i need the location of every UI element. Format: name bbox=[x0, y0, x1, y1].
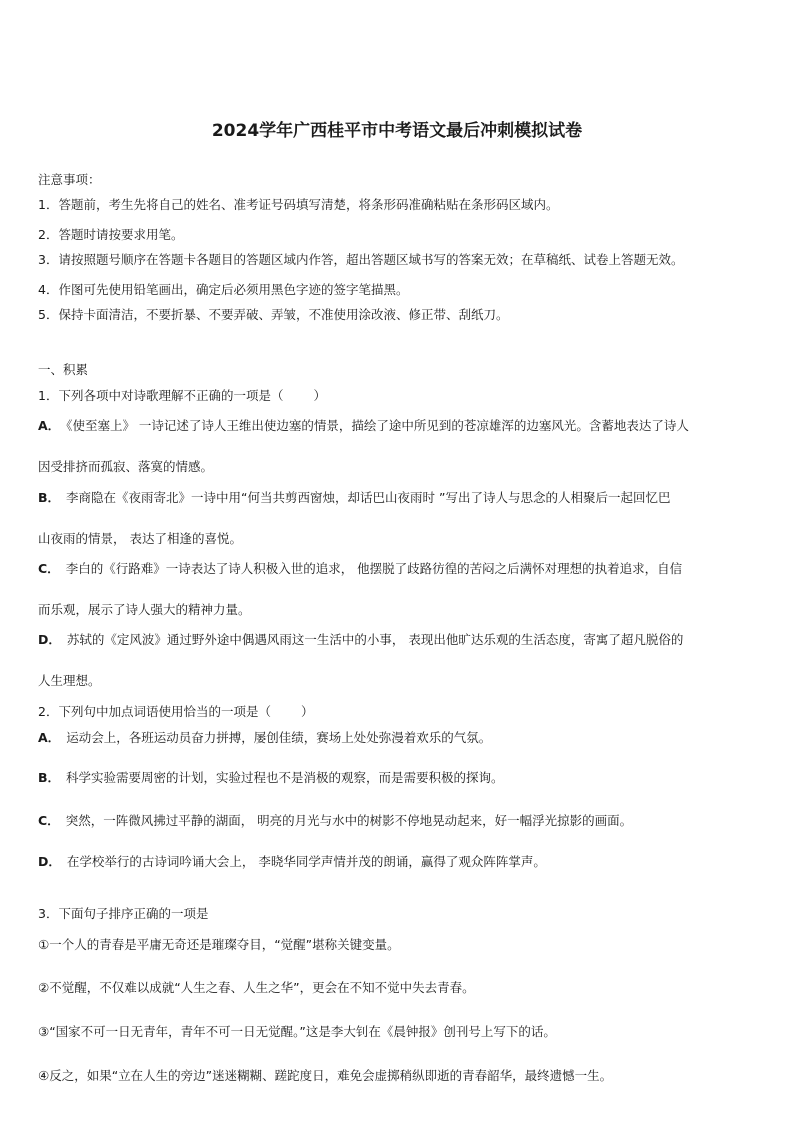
notice-item: 5．保持卡面清洁，不要折暴、不要弄破、弄皱，不准使用涂改液、修正带、刮纸刀。 bbox=[38, 307, 509, 322]
notice-item: 1．答题前，考生先将自己的姓名、准考证号码填写清楚，将条形码准确粘贴在条形码区域内。 bbox=[38, 197, 559, 212]
question-stem bbox=[38, 386, 326, 404]
option-label: A． bbox=[38, 730, 61, 745]
option-continuation: 因受排挤而孤寂、落寞的情感。 bbox=[38, 459, 214, 474]
option-line bbox=[38, 416, 689, 434]
option-label: C． bbox=[38, 561, 60, 576]
option-text: 运动会上，各班运动员奋力拼搏，屡创佳绩，赛场上处处弥漫着欢乐的气氛。 bbox=[66, 730, 492, 745]
page-title: 2024学年广西桂平市中考语文最后冲刺模拟试卷 bbox=[211, 121, 583, 141]
option-label: B． bbox=[38, 490, 61, 505]
sentence-item: ①一个人的青春是平庸无奇还是璀璨夺目，“觉醒”堪称关键变量。 bbox=[38, 937, 400, 952]
option-line bbox=[38, 488, 670, 506]
sentence-item: ④反之，如果“立在人生的旁边”迷迷糊糊、蹉跎度日，难免会虚掷稍纵即逝的青春韶华，最终遗憾一生。 bbox=[38, 1068, 613, 1083]
option-label: B． bbox=[38, 770, 61, 785]
question-stem: 3．下面句子排序正确的一项是 bbox=[38, 906, 209, 921]
option-text: 突然，一阵微风拂过平静的湖面， 明亮的月光与水中的树影不停地晃动起来，好一幅浮光掠影的画面。 bbox=[65, 813, 633, 828]
option-continuation: 人生理想。 bbox=[38, 673, 101, 688]
option-continuation: 山夜雨的情景， 表达了相逢的喜悦。 bbox=[38, 531, 242, 546]
notice-item: 4．作图可先使用铅笔画出，确定后必须用黑色字迹的签字笔描黑。 bbox=[38, 282, 409, 297]
option-line bbox=[38, 852, 546, 870]
option-label: C． bbox=[38, 813, 60, 828]
option-continuation: 而乐观，展示了诗人强大的精神力量。 bbox=[38, 602, 251, 617]
notice-item: 3．请按照题号顺序在答题卡各题目的答题区域内作答，超出答题区域书写的答案无效；在草稿纸、试卷上答题无效。 bbox=[38, 252, 684, 267]
option-line bbox=[38, 728, 491, 746]
sentence-item: ③“国家不可一日无青年，青年不可一日无觉醒。”这是李大钊在《晨钟报》创刊号上写下的话。 bbox=[38, 1024, 556, 1039]
question-stem bbox=[38, 702, 313, 720]
notice-item: 2．答题时请按要求用笔。 bbox=[38, 227, 184, 242]
option-line bbox=[38, 630, 683, 648]
option-text: 李商隐在《夜雨寄北》一诗中用“何当共剪西窗烛，却话巴山夜雨时 ”写出了诗人与思念的人相聚后一起回忆巴 bbox=[66, 490, 671, 505]
option-line bbox=[38, 768, 504, 786]
sentence-item: ②不觉醒，不仅难以成就“人生之春、人生之华”，更会在不知不觉中失去青春。 bbox=[38, 980, 475, 995]
option-label: A． bbox=[38, 418, 61, 433]
section-heading: 一、积累 bbox=[38, 362, 89, 377]
option-text: 科学实验需要周密的计划，实验过程也不是消极的观察，而是需要积极的探询。 bbox=[66, 770, 504, 785]
question-stem-end: ） bbox=[313, 388, 326, 403]
question-stem-text: 1．下列各项中对诗歌理解不正确的一项是（ bbox=[38, 388, 284, 403]
option-text: 李白的《行路难》一诗表达了诗人积极入世的追求， 他摆脱了歧路彷徨的苦闷之后满怀对理想的执着追求，自信 bbox=[65, 561, 683, 576]
notice-heading: 注意事项： bbox=[38, 172, 101, 187]
question-stem-text: 2．下列句中加点词语使用恰当的一项是（ bbox=[38, 704, 271, 719]
option-line bbox=[38, 811, 632, 829]
option-label: D． bbox=[38, 632, 61, 647]
option-text: 苏轼的《定风波》通过野外途中偶遇风雨这一生活中的小事， 表现出他旷达乐观的生活态度，寄寓了超凡脱俗的 bbox=[66, 632, 684, 647]
question-stem-end: ） bbox=[300, 704, 314, 719]
option-label: D． bbox=[38, 854, 61, 869]
option-text: 《使至塞上》 一诗记述了诗人王维出使边塞的情景，描绘了途中所见到的苍凉雄浑的边塞风光。含蓄地表达了诗人 bbox=[66, 418, 689, 433]
option-line bbox=[38, 559, 682, 577]
option-text: 在学校举行的古诗词吟诵大会上， 李晓华同学声情并茂的朗诵，赢得了观众阵阵掌声。 bbox=[66, 854, 546, 869]
